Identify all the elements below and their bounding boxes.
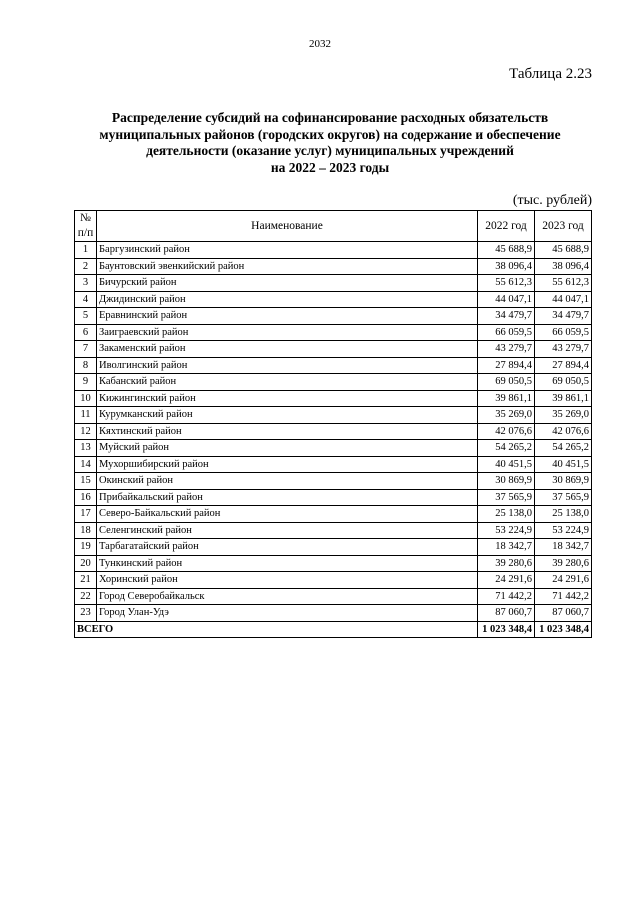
row-value-2022: 27 894,4 — [478, 357, 535, 374]
row-value-2022: 45 688,9 — [478, 242, 535, 259]
row-value-2022: 44 047,1 — [478, 291, 535, 308]
table-row — [75, 588, 592, 605]
row-name: Прибайкальский район — [97, 489, 478, 506]
row-name: Баргузинский район — [97, 242, 478, 259]
row-number: 5 — [75, 308, 97, 325]
row-value-2023: 24 291,6 — [535, 572, 592, 589]
row-value-2023: 55 612,3 — [535, 275, 592, 292]
title-line: на 2022 – 2023 годы — [270, 159, 390, 175]
row-name: Закаменский район — [97, 341, 478, 358]
row-name: Кяхтинский район — [97, 423, 478, 440]
table-row — [75, 341, 592, 358]
row-name: Тункинский район — [97, 555, 478, 572]
row-value-2022: 71 442,2 — [478, 588, 535, 605]
row-value-2022: 25 138,0 — [478, 506, 535, 523]
header-number — [75, 211, 97, 242]
row-value-2022: 34 479,7 — [478, 308, 535, 325]
row-value-2022: 87 060,7 — [478, 605, 535, 622]
total-row — [75, 621, 592, 638]
header-number-line1: № — [80, 212, 91, 224]
header-year-2022: 2022 год — [478, 211, 535, 242]
table-row — [75, 258, 592, 275]
row-value-2022: 30 869,9 — [478, 473, 535, 490]
table-row — [75, 291, 592, 308]
row-number: 9 — [75, 374, 97, 391]
row-name: Окинский район — [97, 473, 478, 490]
row-number: 18 — [75, 522, 97, 539]
row-number: 2 — [75, 258, 97, 275]
row-value-2023: 87 060,7 — [535, 605, 592, 622]
row-value-2022: 24 291,6 — [478, 572, 535, 589]
table-row — [75, 374, 592, 391]
title-line: муниципальных районов (городских округов) на содержание и обеспечение — [99, 126, 561, 142]
row-value-2022: 42 076,6 — [478, 423, 535, 440]
row-value-2023: 66 059,5 — [535, 324, 592, 341]
row-name: Бичурский район — [97, 275, 478, 292]
row-value-2023: 43 279,7 — [535, 341, 592, 358]
row-name: Тарбагатайский район — [97, 539, 478, 556]
table-row — [75, 605, 592, 622]
row-number: 14 — [75, 456, 97, 473]
row-name: Курумканский район — [97, 407, 478, 424]
row-name: Баунтовский эвенкийский район — [97, 258, 478, 275]
row-value-2022: 40 451,5 — [478, 456, 535, 473]
header-number-line2: п/п — [77, 227, 94, 239]
total-label: ВСЕГО — [75, 621, 478, 638]
page-number: 2032 — [309, 38, 331, 50]
row-value-2023: 27 894,4 — [535, 357, 592, 374]
table-body — [75, 242, 592, 622]
table-row — [75, 242, 592, 259]
subsidy-table — [74, 210, 592, 638]
table-row — [75, 572, 592, 589]
row-number: 17 — [75, 506, 97, 523]
row-value-2022: 54 265,2 — [478, 440, 535, 457]
row-name: Заиграевский район — [97, 324, 478, 341]
row-value-2022: 18 342,7 — [478, 539, 535, 556]
table-row — [75, 555, 592, 572]
table-row — [75, 456, 592, 473]
row-value-2023: 34 479,7 — [535, 308, 592, 325]
row-number: 23 — [75, 605, 97, 622]
units-label: (тыс. рублей) — [512, 193, 592, 208]
row-number: 19 — [75, 539, 97, 556]
row-value-2022: 43 279,7 — [478, 341, 535, 358]
table-row — [75, 522, 592, 539]
row-value-2023: 69 050,5 — [535, 374, 592, 391]
table-row — [75, 473, 592, 490]
row-value-2023: 18 342,7 — [535, 539, 592, 556]
row-value-2023: 25 138,0 — [535, 506, 592, 523]
row-value-2022: 55 612,3 — [478, 275, 535, 292]
row-value-2023: 30 869,9 — [535, 473, 592, 490]
row-value-2023: 38 096,4 — [535, 258, 592, 275]
row-number: 15 — [75, 473, 97, 490]
row-name: Джидинский район — [97, 291, 478, 308]
row-name: Мухоршибирский район — [97, 456, 478, 473]
row-name: Кижингинский район — [97, 390, 478, 407]
row-number: 11 — [75, 407, 97, 424]
row-name: Селенгинский район — [97, 522, 478, 539]
table-row — [75, 440, 592, 457]
table-row — [75, 308, 592, 325]
row-value-2022: 69 050,5 — [478, 374, 535, 391]
table-row — [75, 489, 592, 506]
table-row — [75, 275, 592, 292]
row-value-2023: 35 269,0 — [535, 407, 592, 424]
row-name: Иволгинский район — [97, 357, 478, 374]
row-number: 20 — [75, 555, 97, 572]
row-value-2023: 37 565,9 — [535, 489, 592, 506]
table-row — [75, 357, 592, 374]
row-number: 3 — [75, 275, 97, 292]
row-number: 16 — [75, 489, 97, 506]
table-row — [75, 539, 592, 556]
table-label: Таблица 2.23 — [509, 66, 592, 82]
row-value-2023: 53 224,9 — [535, 522, 592, 539]
row-number: 1 — [75, 242, 97, 259]
row-number: 12 — [75, 423, 97, 440]
row-value-2023: 39 861,1 — [535, 390, 592, 407]
row-value-2022: 39 861,1 — [478, 390, 535, 407]
row-value-2023: 71 442,2 — [535, 588, 592, 605]
title-line: деятельности (оказание услуг) муниципальных учреждений — [146, 143, 514, 158]
table-row — [75, 324, 592, 341]
row-value-2023: 54 265,2 — [535, 440, 592, 457]
row-number: 6 — [75, 324, 97, 341]
row-value-2022: 39 280,6 — [478, 555, 535, 572]
row-number: 8 — [75, 357, 97, 374]
total-2022: 1 023 348,4 — [478, 621, 535, 638]
row-value-2023: 44 047,1 — [535, 291, 592, 308]
row-name: Муйский район — [97, 440, 478, 457]
row-number: 4 — [75, 291, 97, 308]
row-name: Город Северобайкальск — [97, 588, 478, 605]
row-value-2023: 42 076,6 — [535, 423, 592, 440]
row-value-2022: 66 059,5 — [478, 324, 535, 341]
row-value-2023: 45 688,9 — [535, 242, 592, 259]
row-number: 22 — [75, 588, 97, 605]
row-number: 10 — [75, 390, 97, 407]
row-value-2023: 40 451,5 — [535, 456, 592, 473]
table-row — [75, 506, 592, 523]
row-value-2022: 38 096,4 — [478, 258, 535, 275]
document-title — [60, 110, 600, 176]
total-2023: 1 023 348,4 — [535, 621, 592, 638]
row-name: Северо-Байкальский район — [97, 506, 478, 523]
row-name: Кабанский район — [97, 374, 478, 391]
row-name: Хоринский район — [97, 572, 478, 589]
header-year-2023: 2023 год — [535, 211, 592, 242]
row-value-2022: 37 565,9 — [478, 489, 535, 506]
table-header-row — [75, 211, 592, 242]
row-number: 13 — [75, 440, 97, 457]
header-name: Наименование — [97, 211, 478, 242]
row-value-2023: 39 280,6 — [535, 555, 592, 572]
row-name: Еравнинский район — [97, 308, 478, 325]
row-number: 7 — [75, 341, 97, 358]
row-number: 21 — [75, 572, 97, 589]
row-name: Город Улан-Удэ — [97, 605, 478, 622]
table-row — [75, 407, 592, 424]
row-value-2022: 35 269,0 — [478, 407, 535, 424]
table-row — [75, 423, 592, 440]
title-line: Распределение субсидий на софинансирование расходных обязательств — [111, 110, 549, 125]
row-value-2022: 53 224,9 — [478, 522, 535, 539]
table-row — [75, 390, 592, 407]
